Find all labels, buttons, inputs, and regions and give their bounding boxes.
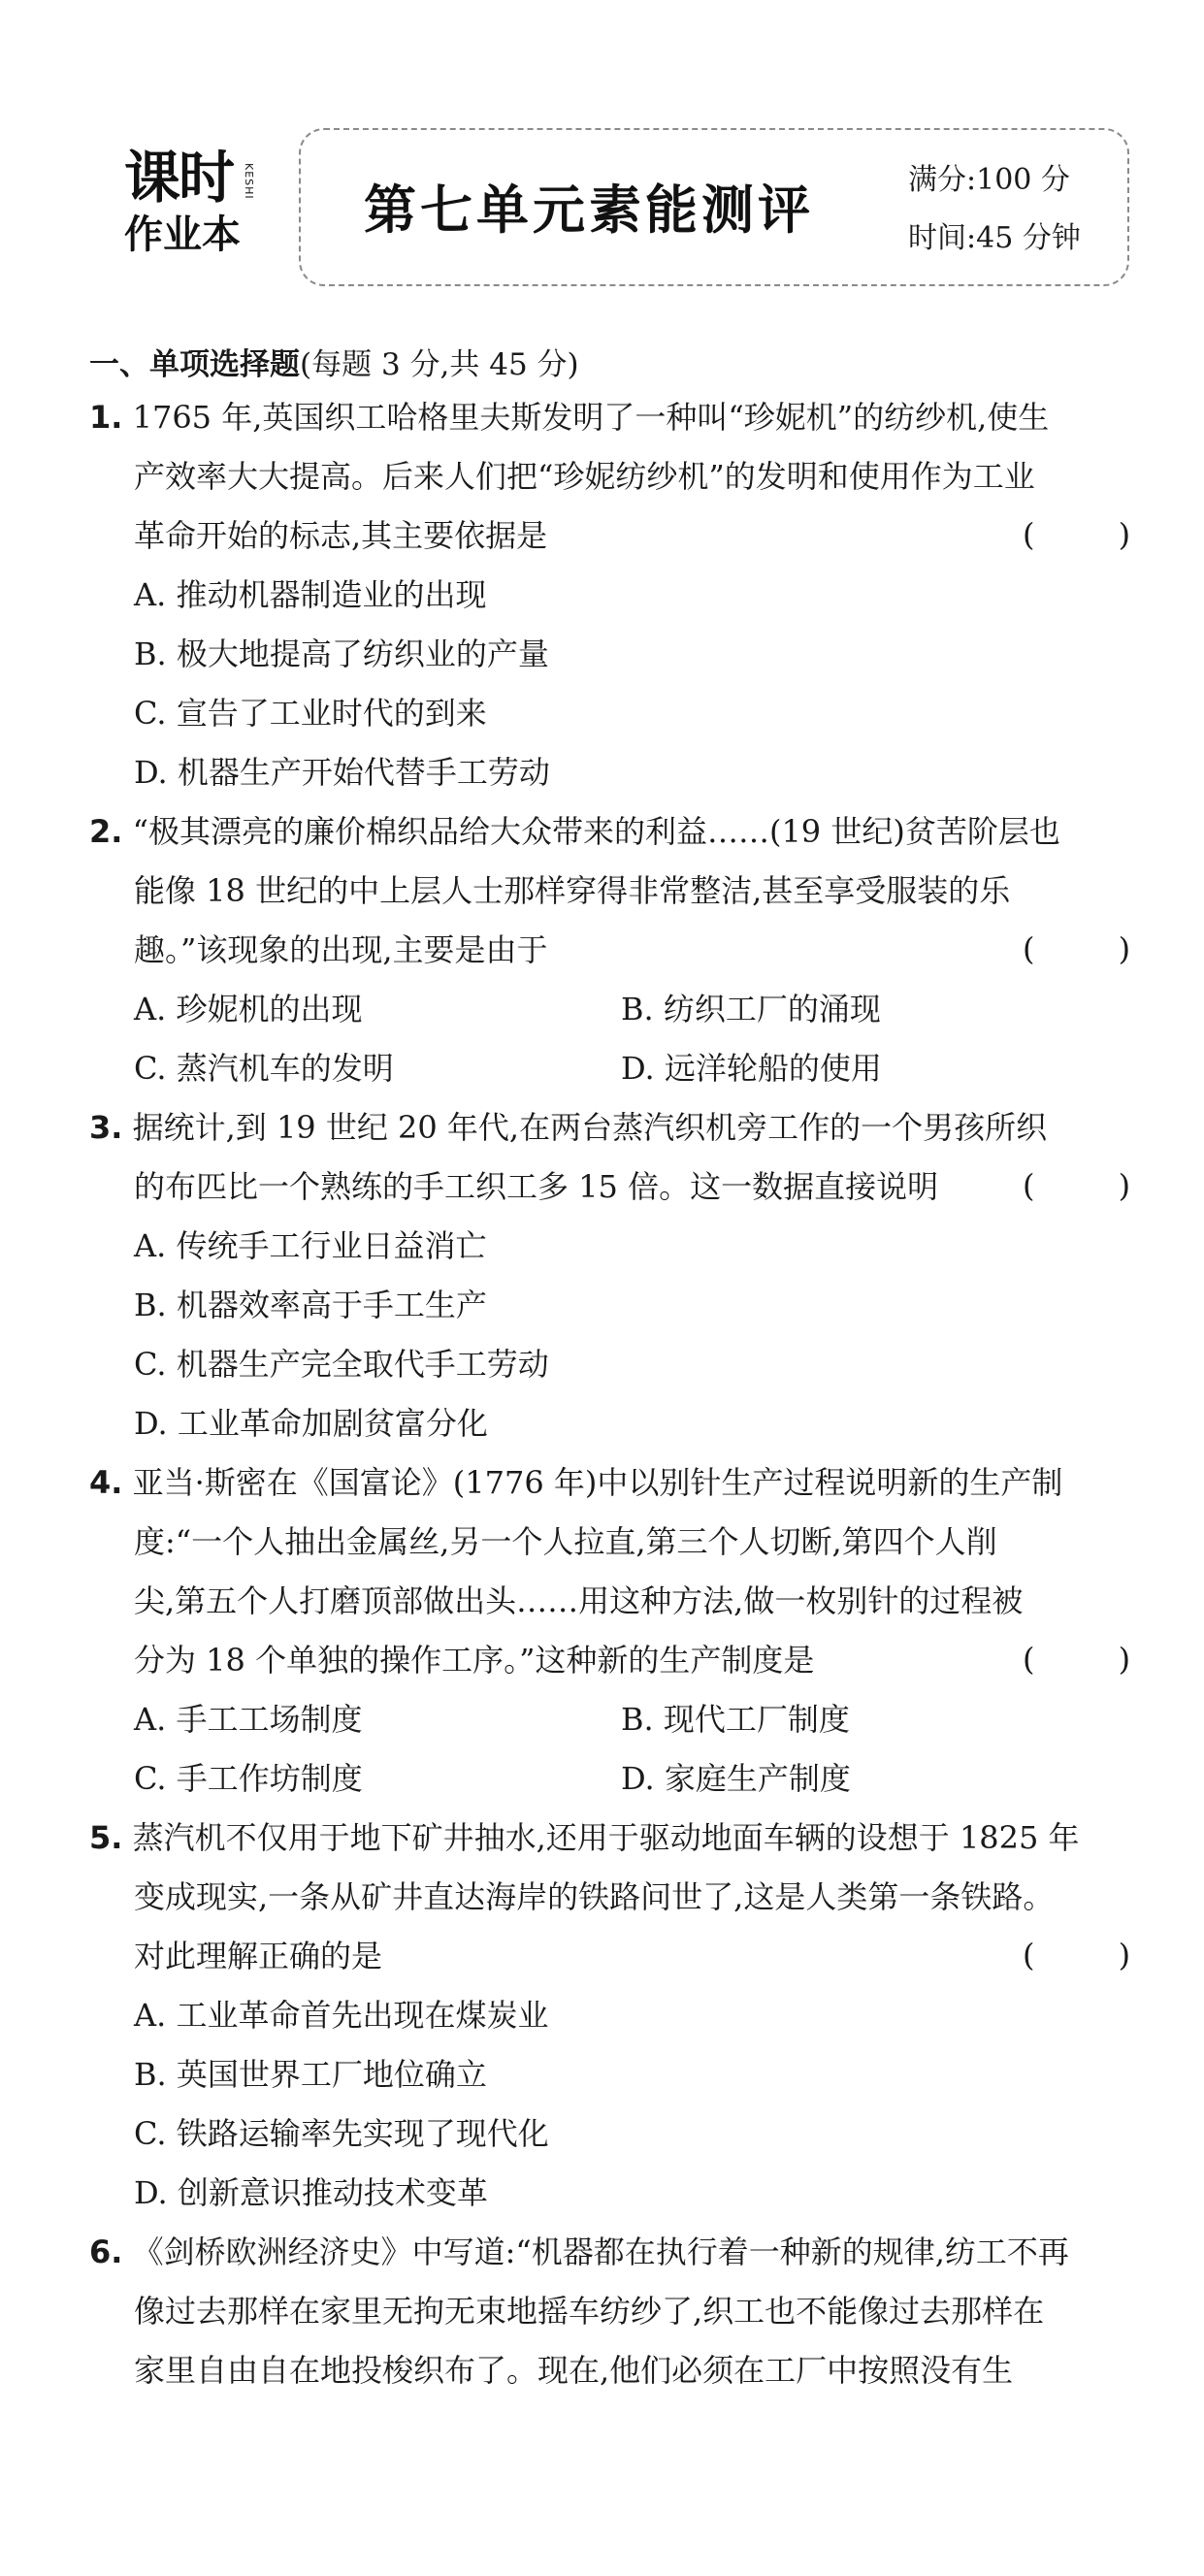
question-3-option-a: A. 传统手工行业日益消亡	[134, 1227, 487, 1264]
question-2-line-1: 2. “极其漂亮的廉价棉织品给大众带来的利益……(19 世纪)贫苦阶层也	[89, 813, 1060, 850]
answer-blank-2[interactable]: ( )	[1023, 930, 1168, 967]
answer-blank-1[interactable]: ( )	[1023, 516, 1168, 553]
logo-top-text: 课时	[124, 145, 234, 211]
question-5-line-3: 对此理解正确的是	[134, 1938, 383, 1974]
question-2-option-b: B. 纺织工厂的涌现	[621, 991, 881, 1027]
question-2-line-2: 能像 18 世纪的中上层人士那样穿得非常整洁,甚至享受服装的乐	[134, 872, 1011, 909]
full-score: 满分:100 分	[908, 163, 1070, 197]
question-2-option-a: A. 珍妮机的出现	[134, 991, 363, 1027]
question-5-option-c: C. 铁路运输率先实现了现代化	[134, 2115, 549, 2152]
section-heading	[89, 340, 579, 383]
question-2-option-c: C. 蒸汽机车的发明	[134, 1050, 394, 1087]
question-3-line-2: 的布匹比一个熟练的手工织工多 15 倍。这一数据直接说明	[134, 1168, 939, 1205]
answer-blank-4[interactable]: ( )	[1023, 1641, 1168, 1678]
question-1-line-2: 产效率大大提高。后来人们把“珍妮纺纱机”的发明和使用作为工业	[134, 458, 1035, 495]
keshi-logo	[124, 146, 270, 277]
question-1-line-1: 1. 1765 年,英国织工哈格里夫斯发明了一种叫“珍妮机”的纺纱机,使生	[89, 399, 1050, 436]
logo-side-text: KESHI	[243, 163, 255, 200]
question-1-option-c: C. 宣告了工业时代的到来	[134, 695, 487, 732]
question-2-option-d: D. 远洋轮船的使用	[621, 1050, 882, 1087]
question-5-number: 5.	[89, 1819, 123, 1856]
question-6-line-1: 6. 《剑桥欧洲经济史》中写道:“机器都在执行着一种新的规律,纺工不再	[89, 2234, 1069, 2270]
question-4-line-1: 4. 亚当·斯密在《国富论》(1776 年)中以别针生产过程说明新的生产制	[89, 1464, 1063, 1501]
question-4-line-4: 分为 18 个单独的操作工序。”这种新的生产制度是	[134, 1642, 815, 1679]
question-6-line-2: 像过去那样在家里无拘无束地摇车纺纱了,织工也不能像过去那样在	[134, 2293, 1045, 2330]
section-note: (每题 3 分,共 45 分)	[300, 347, 579, 382]
question-4-option-d: D. 家庭生产制度	[621, 1760, 851, 1797]
question-6-line-3: 家里自由自在地投梭织布了。现在,他们必须在工厂中按照没有生	[134, 2352, 1014, 2389]
question-3-option-b: B. 机器效率高于手工生产	[134, 1287, 487, 1323]
question-5-line-2: 变成现实,一条从矿井直达海岸的铁路问世了,这是人类第一条铁路。	[134, 1878, 1055, 1915]
exam-meta	[908, 151, 1081, 268]
question-3-option-c: C. 机器生产完全取代手工劳动	[134, 1346, 549, 1383]
time-limit: 时间:45 分钟	[908, 221, 1081, 255]
question-4-option-c: C. 手工作坊制度	[134, 1760, 363, 1797]
question-5-option-d: D. 创新意识推动技术变革	[134, 2174, 488, 2211]
question-6-number: 6.	[89, 2234, 123, 2270]
question-5-line-1: 5. 蒸汽机不仅用于地下矿井抽水,还用于驱动地面车辆的设想于 1825 年	[89, 1819, 1080, 1856]
answer-blank-5[interactable]: ( )	[1023, 1937, 1168, 1973]
question-4-option-a: A. 手工工场制度	[134, 1701, 363, 1738]
question-4-line-2: 度:“一个人抽出金属丝,另一个人拉直,第三个人切断,第四个人削	[134, 1523, 997, 1560]
page-title: 第七单元素能测评	[364, 179, 814, 241]
question-3-number: 3.	[89, 1109, 123, 1146]
question-3-line-1: 3. 据统计,到 19 世纪 20 年代,在两台蒸汽织机旁工作的一个男孩所织	[89, 1109, 1048, 1146]
question-3-option-d: D. 工业革命加剧贫富分化	[134, 1405, 488, 1442]
title-box	[299, 128, 1129, 286]
question-1-option-b: B. 极大地提高了纺织业的产量	[134, 636, 549, 672]
question-1-number: 1.	[89, 399, 123, 436]
question-1-line-3: 革命开始的标志,其主要依据是	[134, 517, 548, 554]
question-4-line-3: 尖,第五个人打磨顶部做出头……用这种方法,做一枚别针的过程被	[134, 1582, 1024, 1619]
question-1-option-d: D. 机器生产开始代替手工劳动	[134, 754, 550, 791]
question-2-number: 2.	[89, 813, 123, 850]
question-4-number: 4.	[89, 1464, 123, 1501]
question-1-option-a: A. 推动机器制造业的出现	[134, 576, 487, 613]
logo-bottom-text: 作业本	[124, 212, 241, 257]
section-title: 一、单项选择题	[89, 347, 300, 382]
question-4-option-b: B. 现代工厂制度	[621, 1701, 850, 1738]
question-2-line-3: 趣。”该现象的出现,主要是由于	[134, 931, 548, 968]
answer-blank-3[interactable]: ( )	[1023, 1167, 1168, 1204]
question-5-option-a: A. 工业革命首先出现在煤炭业	[134, 1997, 549, 2034]
question-5-option-b: B. 英国世界工厂地位确立	[134, 2056, 487, 2093]
